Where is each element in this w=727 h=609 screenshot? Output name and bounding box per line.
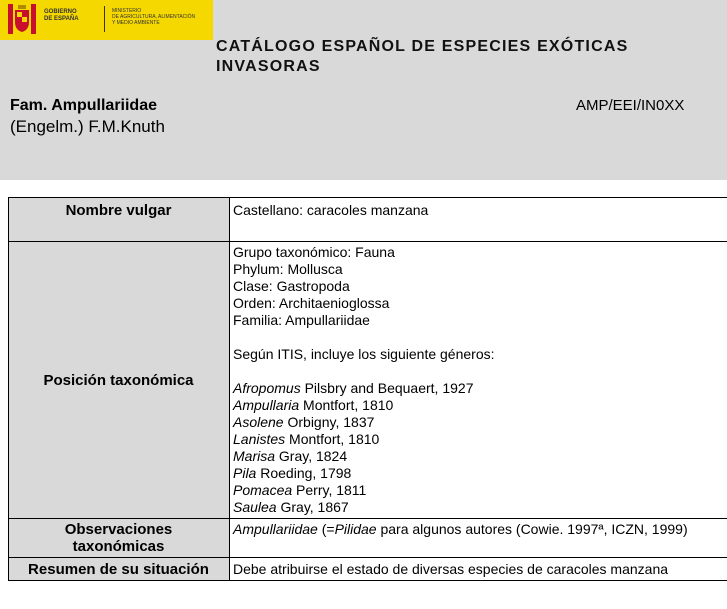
logo-ministry-text: MINISTERIO DE AGRICULTURA, ALIMENTACIÓN Y MEDIO AMBIENTE — [112, 8, 196, 26]
label-common-name: Nombre vulgar — [9, 198, 230, 242]
document-code: AMP/EEI/IN0XX — [576, 97, 685, 114]
coat-of-arms-icon — [8, 4, 36, 34]
taxonomy-line: Phylum: Mollusca — [233, 261, 343, 277]
table-row-taxonomy — [9, 242, 727, 519]
author-name: (Engelm.) F.M.Knuth — [10, 117, 165, 136]
logo-government-text: GOBIERNO DE ESPAÑA — [44, 9, 79, 22]
species-info-table — [8, 197, 727, 581]
government-logo — [0, 0, 213, 40]
value-common-name: Castellano: caracoles manzana — [230, 198, 727, 242]
genus-item: Pila Roeding, 1798 — [233, 465, 352, 481]
document-header — [0, 0, 727, 180]
value-summary: Debe atribuirse el estado de diversas especies de caracoles manzana — [230, 558, 727, 581]
taxonomy-line: Familia: Ampullariidae — [233, 312, 370, 328]
value-taxonomic-notes: Ampullariidae (=Pilidae para algunos autores (Cowie. 1997ª, ICZN, 1999) — [230, 519, 727, 558]
document-title: CATÁLOGO ESPAÑOL DE ESPECIES EXÓTICAS INVASORAS — [216, 38, 629, 75]
table-row-common-name — [9, 198, 727, 242]
genus-item: Pomacea Perry, 1811 — [233, 482, 367, 498]
label-taxonomy: Posición taxonómica — [9, 242, 230, 519]
itis-note: Según ITIS, incluye los siguiente géneros: — [233, 346, 495, 362]
genus-item: Afropomus Pilsbry and Bequaert, 1927 — [233, 380, 474, 396]
table-row-taxonomic-notes — [9, 519, 727, 558]
genus-item: Asolene Orbigny, 1837 — [233, 414, 375, 430]
table-row-summary — [9, 558, 727, 581]
value-taxonomy — [230, 242, 727, 519]
genus-item: Saulea Gray, 1867 — [233, 499, 349, 515]
family-name: Fam. Ampullariidae — [10, 97, 157, 114]
label-taxonomic-notes: Observaciones taxonómicas — [9, 519, 230, 558]
genus-item: Ampullaria Montfort, 1810 — [233, 397, 394, 413]
genus-item: Lanistes Montfort, 1810 — [233, 431, 380, 447]
taxonomy-line: Grupo taxonómico: Fauna — [233, 244, 395, 260]
taxonomy-line: Orden: Architaenioglossa — [233, 295, 390, 311]
genus-item: Marisa Gray, 1824 — [233, 448, 348, 464]
logo-divider — [104, 6, 105, 32]
label-summary: Resumen de su situación — [9, 558, 230, 581]
taxonomy-line: Clase: Gastropoda — [233, 278, 350, 294]
